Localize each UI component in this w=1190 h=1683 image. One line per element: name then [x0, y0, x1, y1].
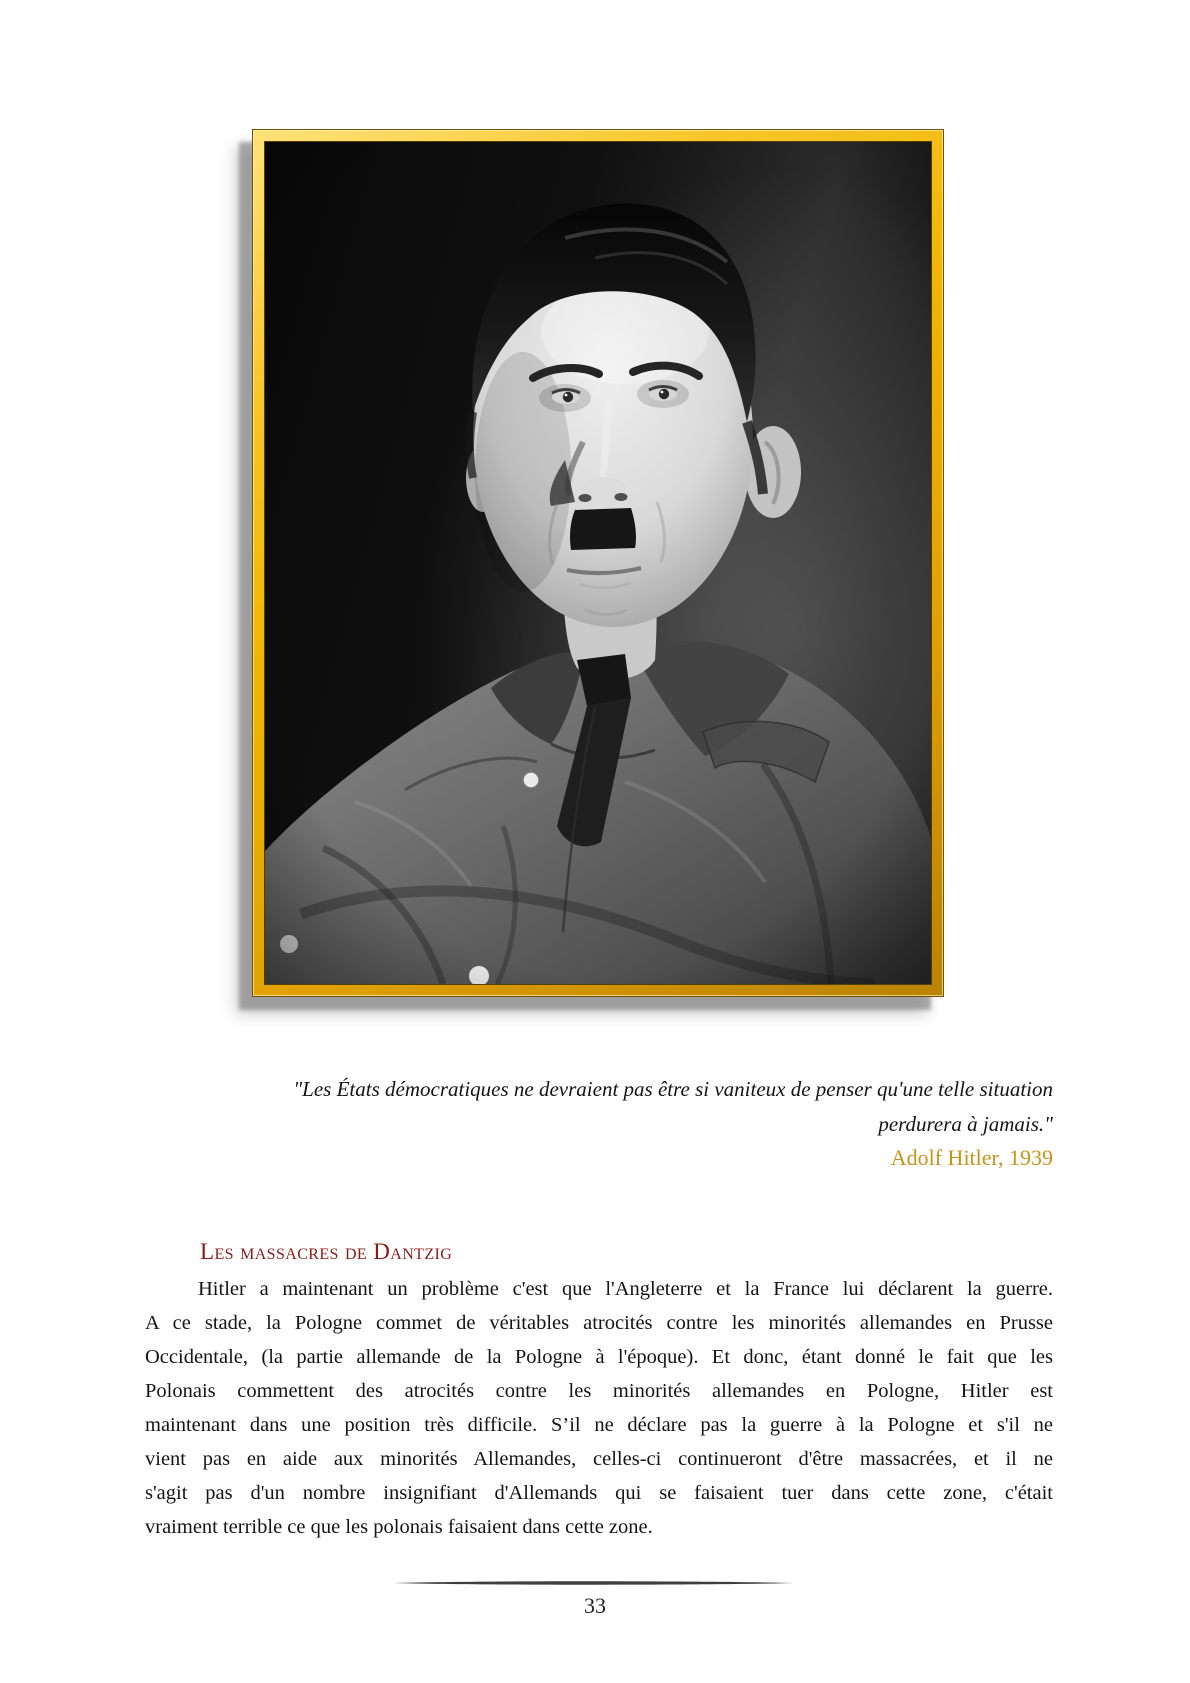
footer-separator	[394, 1580, 794, 1586]
paragraph-line: A ce stade, la Pologne commet de véritables atrocités contre les minorités allemandes en Prusse	[145, 1312, 1053, 1334]
paragraph-line: maintenant dans une position très difficile. S’il ne déclare pas la guerre à la Pologne et s'il ne	[145, 1414, 1053, 1436]
paragraph-line: Polonais commettent des atrocités contre les minorités allemandes en Pologne, Hitler est	[145, 1380, 1053, 1402]
quote-attribution: Adolf Hitler, 1939	[890, 1145, 1053, 1170]
photo-vignette	[265, 142, 931, 984]
portrait-photo	[264, 141, 932, 985]
paragraph-line: Occidentale, (la partie allemande de la Pologne à l'époque). Et donc, étant donné le fait que les	[145, 1346, 1053, 1368]
paragraph	[145, 1272, 1053, 1544]
section-heading: Les massacres de Dantzig	[200, 1239, 453, 1265]
portrait-illustration	[265, 142, 931, 984]
portrait-frame	[252, 129, 944, 997]
page-number: 33	[584, 1593, 606, 1618]
quote-line: "Les États démocratiques ne devraient pas être si vaniteux de penser qu'une telle situation	[293, 1077, 1053, 1101]
paragraph-line: vraiment terrible ce que les polonais faisaient dans cette zone.	[145, 1516, 653, 1538]
quote-text	[145, 1072, 1053, 1142]
paragraph-line: vient pas en aide aux minorités Allemandes, celles-ci continueront d'être massacrées, et il ne	[145, 1448, 1053, 1470]
paragraph-line: s'agit pas d'un nombre insignifiant d'Allemands qui se faisaient tuer dans cette zone, c'était	[145, 1482, 1053, 1504]
paragraph-line: Hitler a maintenant un problème c'est que l'Angleterre et la France lui déclarent la guerre.	[198, 1278, 1053, 1300]
quote-line: perdurera à jamais."	[878, 1112, 1053, 1136]
